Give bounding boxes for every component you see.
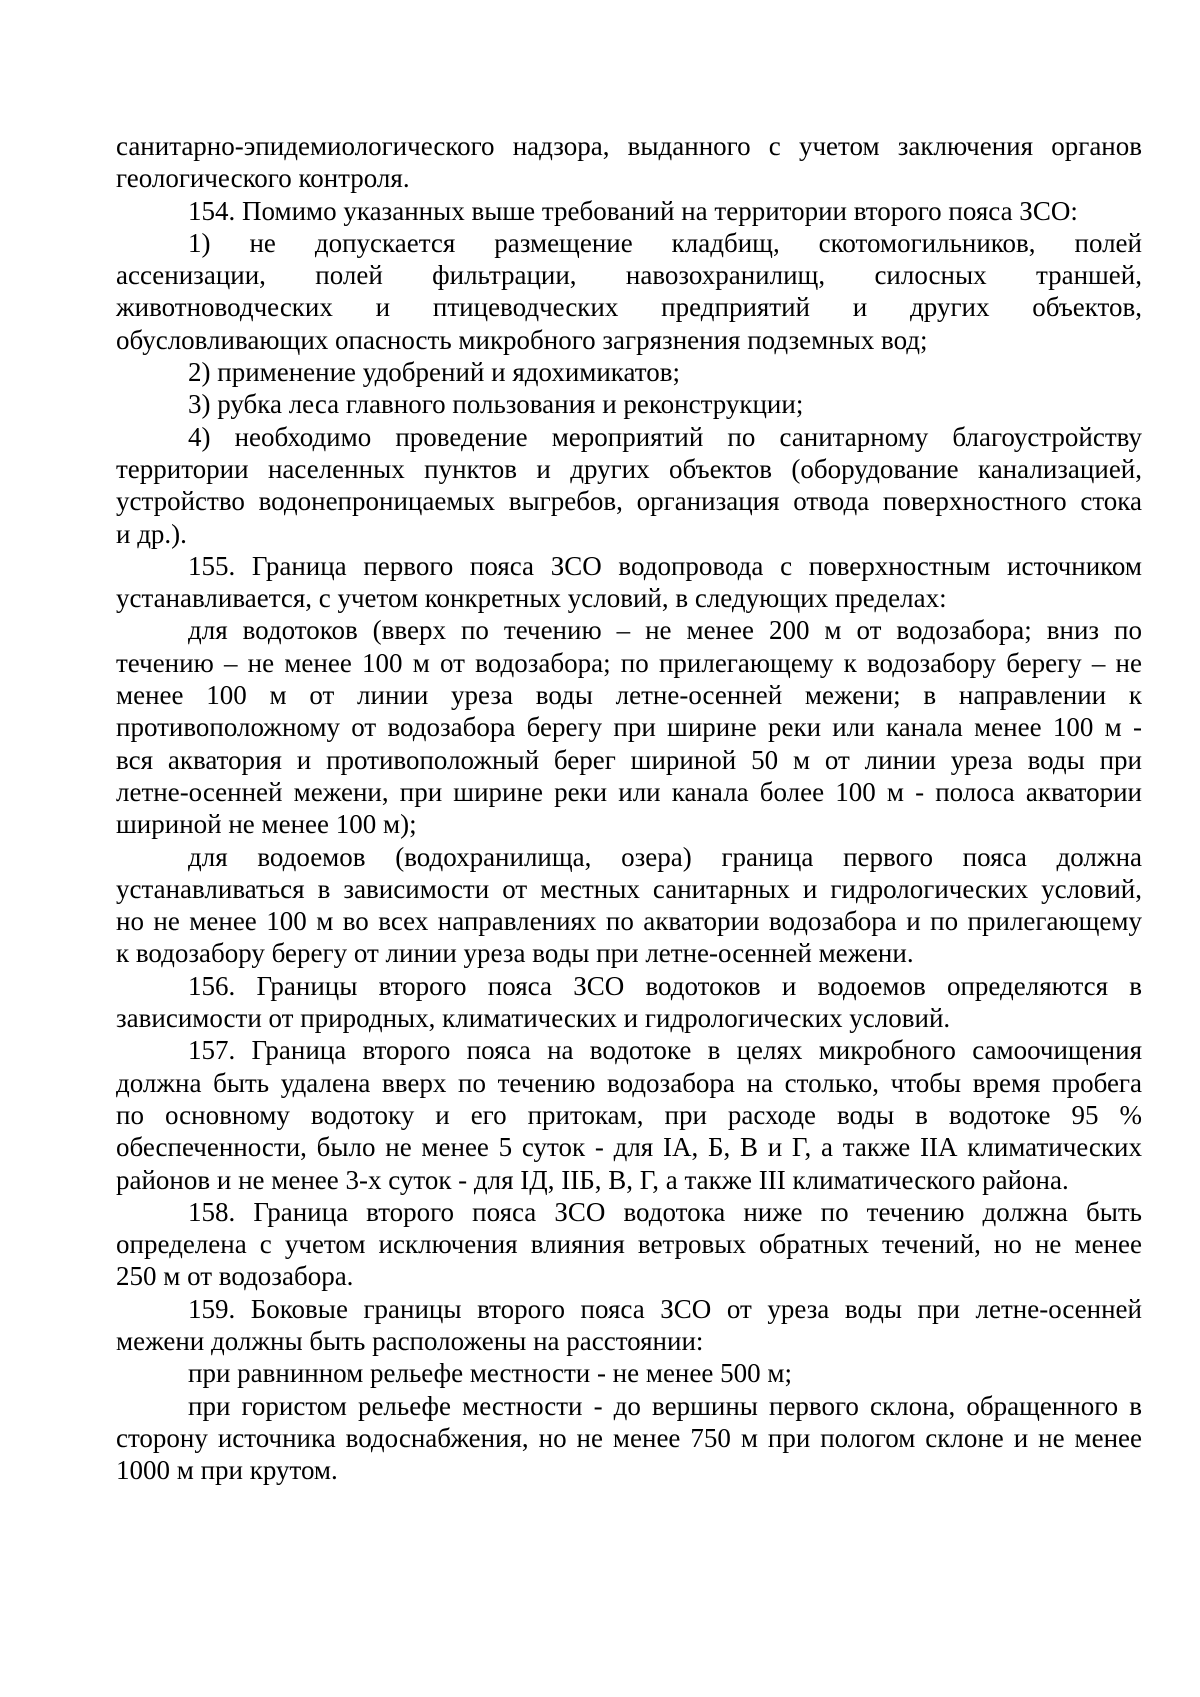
- text-line: геологического контроля.: [116, 163, 410, 194]
- text-line: районов и не менее 3-х суток - для IД, IIБ, В, Г, а также III климатического района.: [116, 1164, 1069, 1195]
- text-line: течению – не менее 100 м от водозабора; по прилегающему к водозабору берегу – не: [116, 647, 1142, 678]
- paragraph-159-start: 159. Боковые границы второго пояса ЗСО от уреза воды при летне-осенней: [188, 1293, 1142, 1324]
- text-line: должна быть удалена вверх по течению водозабора на столько, чтобы время пробега: [116, 1067, 1142, 1098]
- text-line: 250 м от водозабора.: [116, 1261, 354, 1292]
- text-line: устройство водонепроницаемых выгребов, организация отвода поверхностного стока: [116, 486, 1142, 517]
- paragraph-reservoirs-start: для водоемов (водохранилища, озера) граница первого пояса должна: [188, 841, 1142, 872]
- text-line: санитарно-эпидемиологического надзора, выданного с учетом заключения органов: [116, 131, 1142, 161]
- text-line: животноводческих и птицеводческих предприятий и других объектов,: [116, 292, 1142, 323]
- text-line: территории населенных пунктов и других объектов (оборудование канализацией,: [116, 453, 1142, 484]
- paragraph-mountain-relief-start: при гористом рельефе местности - до вершины первого склона, обращенного в: [188, 1390, 1142, 1421]
- list-item-2: 2) применение удобрений и ядохимикатов;: [188, 357, 680, 388]
- text-line: шириной не менее 100 м);: [116, 809, 417, 840]
- text-line: обусловливающих опасность микробного загрязнения подземных вод;: [116, 324, 928, 355]
- document-body: [116, 130, 1142, 1486]
- paragraph-plain-relief: при равнинном рельефе местности - не менее 500 м;: [188, 1358, 792, 1389]
- text-line: летне-осенней межени, при ширине реки или канала более 100 м - полоса акватории: [116, 776, 1142, 807]
- text-line: ассенизации, полей фильтрации, навозохранилищ, силосных траншей,: [116, 260, 1142, 291]
- paragraph-157-start: 157. Граница второго пояса на водотоке в целях микробного самоочищения: [188, 1035, 1142, 1066]
- text-line: вся акватория и противоположный берег шириной 50 м от линии уреза воды при: [116, 744, 1142, 775]
- paragraph-158-start: 158. Граница второго пояса ЗСО водотока ниже по течению должна быть: [188, 1196, 1142, 1227]
- text-line: обеспеченности, было не менее 5 суток - для IА, Б, В и Г, а также IIА климатических: [116, 1132, 1142, 1163]
- list-item-1-start: 1) не допускается размещение кладбищ, скотомогильников, полей: [188, 227, 1142, 258]
- paragraph-watercourses-start: для водотоков (вверх по течению – не менее 200 м от водозабора; вниз по: [188, 615, 1142, 646]
- paragraph-155-start: 155. Граница первого пояса ЗСО водопровода с поверхностным источником: [188, 550, 1142, 581]
- text-line: 1000 м при крутом.: [116, 1455, 338, 1486]
- text-line: к водозабору берегу от линии уреза воды при летне-осенней межени.: [116, 938, 914, 969]
- paragraph-156-start: 156. Границы второго пояса ЗСО водотоков и водоемов определяются в: [188, 970, 1142, 1001]
- text-line: по основному водотоку и его притокам, при расходе воды в водотоке 95 %: [116, 1099, 1142, 1130]
- text-line: устанавливается, с учетом конкретных условий, в следующих пределах:: [116, 583, 947, 614]
- text-line: устанавливаться в зависимости от местных санитарных и гидрологических условий,: [116, 873, 1142, 904]
- text-line: и др.).: [116, 518, 187, 549]
- paragraph-154-start: 154. Помимо указанных выше требований на территории второго пояса ЗСО:: [188, 195, 1078, 226]
- text-line: межени должны быть расположены на расстоянии:: [116, 1325, 704, 1356]
- list-item-3: 3) рубка леса главного пользования и реконструкции;: [188, 389, 804, 420]
- list-item-4-start: 4) необходимо проведение мероприятий по санитарному благоустройству: [188, 421, 1142, 452]
- text-line: противоположному от водозабора берегу при ширине реки или канала менее 100 м -: [116, 712, 1142, 743]
- text-line: зависимости от природных, климатических и гидрологических условий.: [116, 1003, 951, 1034]
- text-line: определена с учетом исключения влияния ветровых обратных течений, но не менее: [116, 1229, 1142, 1260]
- text-line: но не менее 100 м во всех направлениях по акватории водозабора и по прилегающему: [116, 906, 1142, 937]
- text-line: менее 100 м от линии уреза воды летне-осенней межени; в направлении к: [116, 680, 1142, 711]
- text-line: сторону источника водоснабжения, но не менее 750 м при пологом склоне и не менее: [116, 1422, 1142, 1453]
